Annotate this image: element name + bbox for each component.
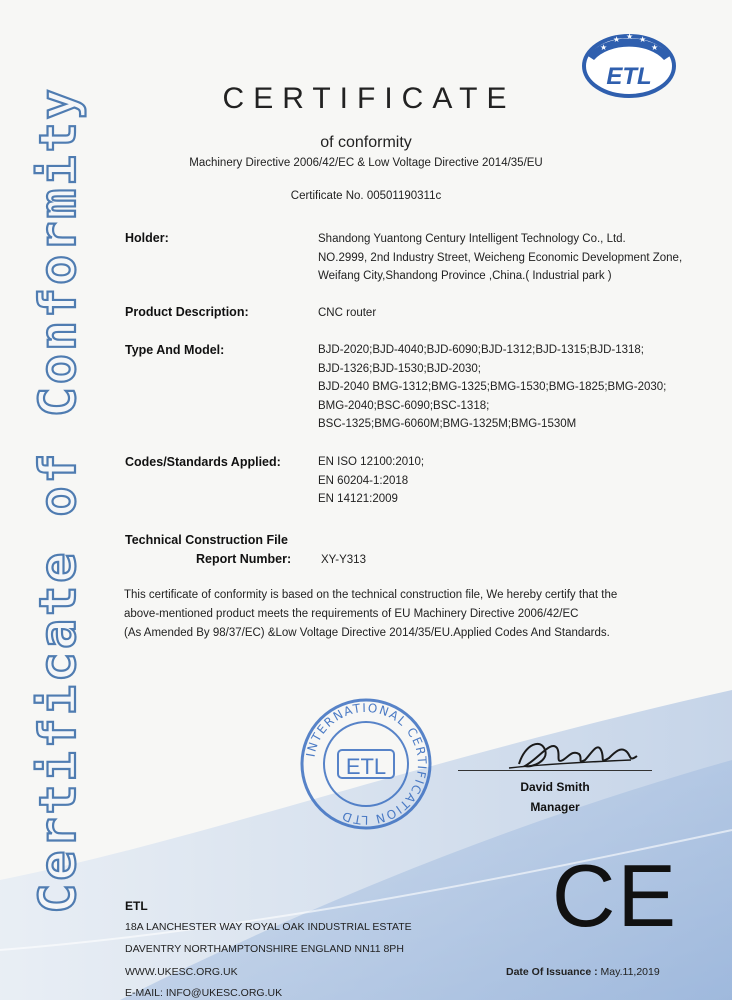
product-label: Product Description:: [125, 305, 249, 319]
holder-label: Holder:: [125, 231, 169, 245]
issuer-website: WWW.UKESC.ORG.UK: [125, 966, 238, 978]
signatory-name: David Smith: [520, 780, 590, 794]
side-title: Certificate of Conformity: [29, 86, 87, 914]
conformity-statement: [124, 586, 617, 643]
statement-line: (As Amended By 98/37/EC) &Low Voltage Directive 2014/35/EU.Applied Codes And Standards.: [124, 627, 610, 639]
issuance-label: Date Of Issuance :: [506, 966, 598, 978]
etl-logo-text: ETL: [606, 63, 652, 90]
holder-line: Weifang City,Shandong Province ,China.( Industrial park ): [318, 270, 612, 282]
issuer-name: ETL: [125, 899, 148, 913]
ce-mark-text: CE: [551, 846, 679, 945]
model-list: [318, 341, 666, 434]
standard-line: EN 14121:2009: [318, 493, 398, 505]
model-line: BJD-2020;BJD-4040;BJD-6090;BJD-1312;BJD-1315;BJD-1318;: [318, 344, 644, 356]
svg-text:★: ★: [626, 32, 634, 41]
product-value: CNC router: [318, 307, 377, 319]
directive-line: Machinery Directive 2006/42/EC & Low Voltage Directive 2014/35/EU: [189, 157, 543, 169]
model-label: Type And Model:: [125, 343, 225, 357]
issuance-value: May.11,2019: [600, 966, 660, 978]
tcf-label: Technical Construction File: [125, 533, 288, 547]
certificate-title: CERTIFICATE: [222, 82, 516, 115]
certificate-number: Certificate No. 00501190311c: [290, 190, 442, 202]
tcf-report-number: XY-Y313: [321, 554, 366, 566]
stamp-center-text: ETL: [345, 754, 387, 779]
standards-list: [318, 453, 424, 509]
standard-line: EN ISO 12100:2010;: [318, 456, 425, 468]
issuance-date: [506, 966, 660, 978]
issuer-email: E-MAIL: INFO@UKESC.ORG.UK: [125, 987, 283, 999]
statement-line: above-mentioned product meets the requirements of EU Machinery Directive 2006/42/EC: [124, 608, 579, 620]
model-line: BMG-2040;BSC-6090;BSC-1318;: [318, 399, 490, 412]
signature-line: [458, 770, 652, 771]
holder-line: NO.2999, 2nd Industry Street, Weicheng Economic Development Zone,: [318, 251, 683, 264]
stamp-ring-text: INTERNATIONAL CERTIFICATION LTD: [303, 700, 430, 828]
svg-text:★: ★: [639, 35, 647, 44]
svg-text:★: ★: [613, 35, 621, 44]
holder-line: Shandong Yuantong Century Intelligent Technology Co., Ltd.: [318, 233, 626, 245]
model-line: BJD-1326;BJD-1530;BJD-2030;: [318, 362, 481, 375]
svg-text:★: ★: [600, 43, 608, 52]
issuer-address-2: DAVENTRY NORTHAMPTONSHIRE ENGLAND NN11 8PH: [125, 943, 404, 955]
standards-label: Codes/Standards Applied:: [125, 455, 281, 469]
standard-line: EN 60204-1:2018: [318, 474, 409, 487]
model-line: BJD-2040 BMG-1312;BMG-1325;BMG-1530;BMG-1825;BMG-2030;: [318, 381, 667, 393]
certificate-subtitle: of conformity: [320, 134, 412, 151]
tcf-report-label: Report Number:: [196, 552, 292, 566]
etl-stamp: [296, 694, 436, 834]
issuer-address-1: 18A LANCHESTER WAY ROYAL OAK INDUSTRIAL ESTATE: [125, 921, 412, 933]
ce-mark: [551, 846, 679, 945]
signatory-title: Manager: [530, 800, 580, 814]
statement-line: This certificate of conformity is based on the technical construction file, We hereby certify that the: [124, 589, 618, 601]
holder-details: [318, 230, 682, 286]
svg-text:★: ★: [651, 43, 659, 52]
model-line: BSC-1325;BMG-6060M;BMG-1325M;BMG-1530M: [318, 418, 577, 430]
